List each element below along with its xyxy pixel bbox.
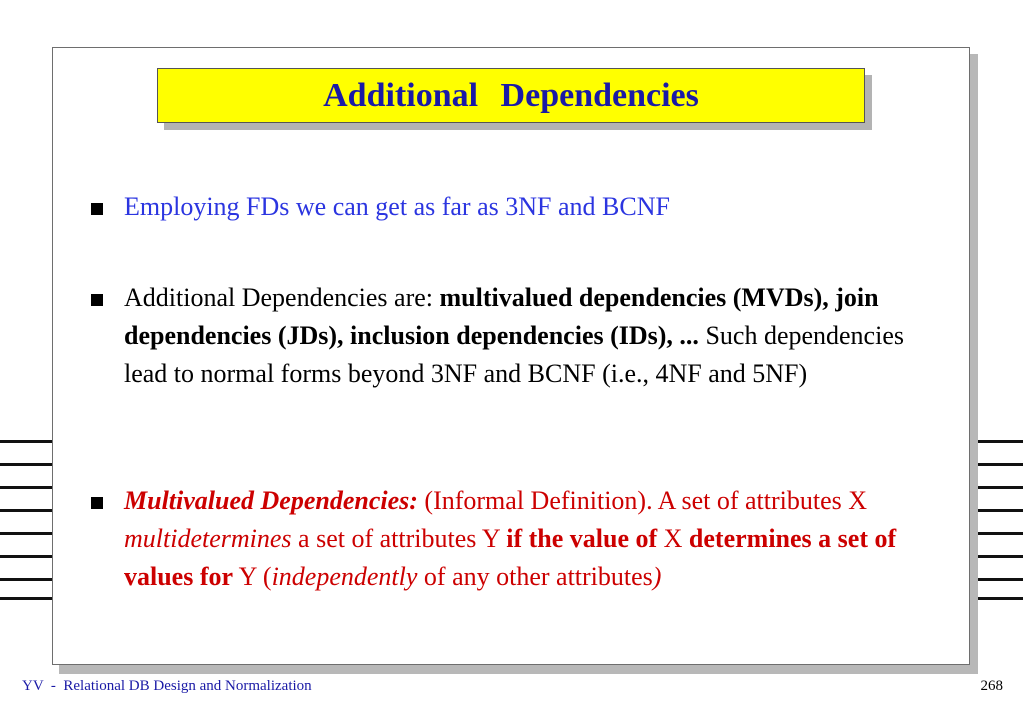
bullet-2-intro: Additional Dependencies are:: [124, 283, 440, 312]
bullet-3-close-paren: ): [652, 562, 662, 591]
bullet-2-conclusion: Such dependencies lead to normal forms beyond 3NF and BCNF (i.e., 4NF and 5NF): [124, 321, 904, 388]
left-stripes-decoration: [0, 440, 52, 600]
footer-course-title: YV - Relational DB Design and Normalization: [22, 678, 312, 694]
bullet-3-text-c: X: [657, 524, 689, 553]
bullet-3-bold-a: if the value of: [506, 524, 658, 553]
square-bullet-icon: [91, 497, 103, 509]
bullet-text: [124, 279, 914, 393]
bullet-text: [124, 188, 914, 226]
bullet-text: [124, 482, 914, 596]
title-box: [157, 68, 865, 123]
bullet-3-text-a: (Informal Definition). A set of attributes X: [417, 486, 868, 515]
bullet-3-text-b: a set of attributes Y: [291, 524, 507, 553]
right-stripes-decoration: [973, 440, 1023, 600]
bullet-3-independently: independently: [271, 562, 418, 591]
square-bullet-icon: [91, 294, 103, 306]
bullet-3-text-e: of any other attributes: [417, 562, 653, 591]
slide-title: Additional Dependencies: [323, 76, 699, 114]
bullet-3-multidetermines: multidetermines: [124, 524, 292, 553]
square-bullet-icon: [91, 203, 103, 215]
page-number: 268: [980, 678, 1003, 694]
bullet-2-dependency-types: multivalued dependencies (MVDs), join dependencies (JDs), inclusion dependencies (IDs), ...: [124, 283, 879, 350]
bullet-1-text: Employing FDs we can get as far as 3NF and BCNF: [124, 192, 670, 221]
bullet-3-term: Multivalued Dependencies:: [124, 486, 418, 515]
bullet-3-text-d: Y (: [233, 562, 272, 591]
slide-frame: [52, 47, 970, 665]
bullet-3-bold-b: determines a set of values for: [124, 524, 897, 591]
footer: [22, 678, 1003, 698]
